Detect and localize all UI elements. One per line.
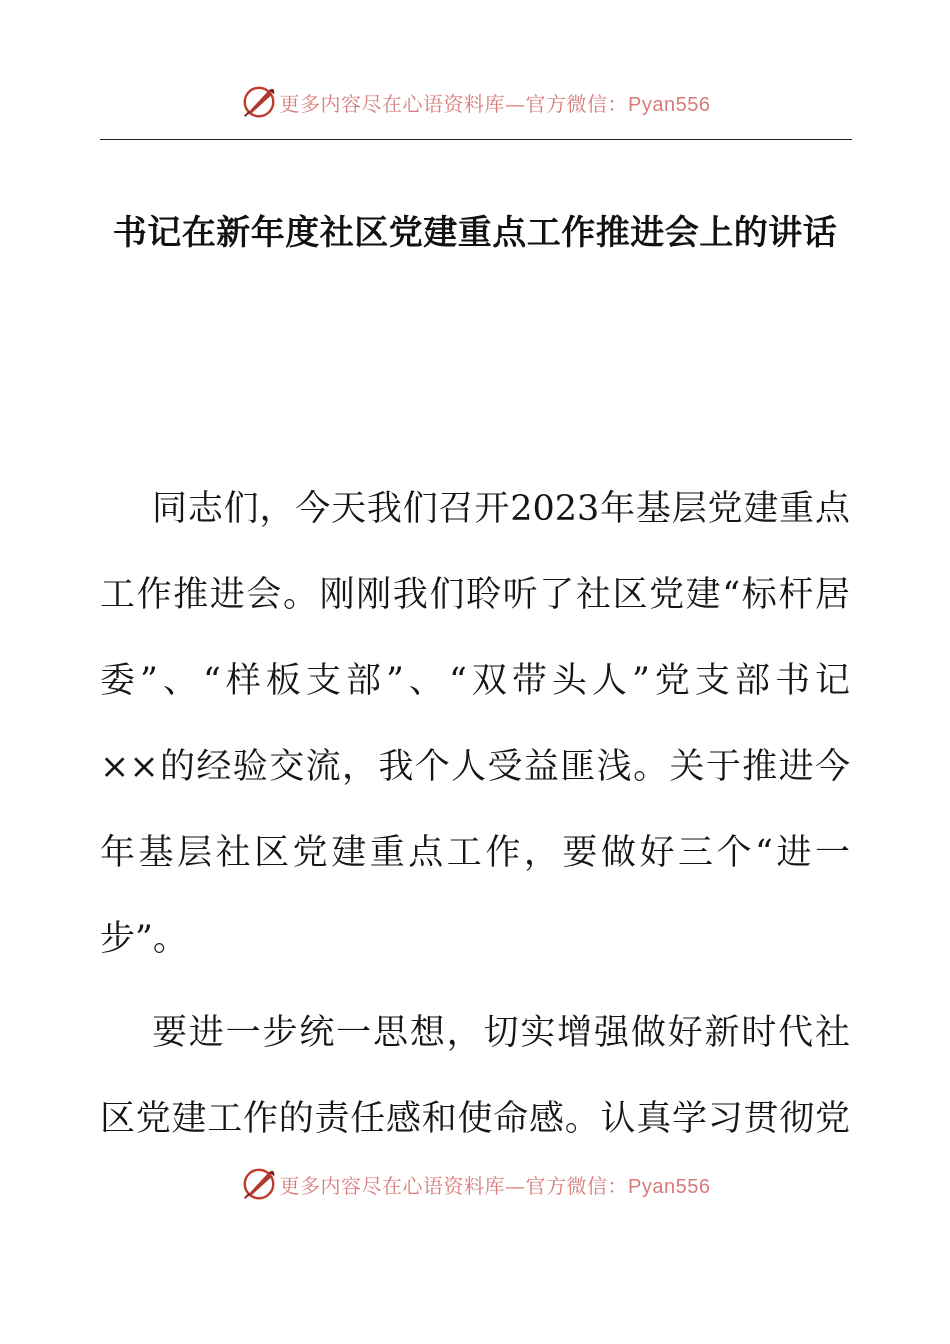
watermark-handle: Pyan556 [628,93,711,116]
document-title: 书记在新年度社区党建重点工作推进会上的讲话 [112,213,838,253]
paragraph-line: 工作推进会。刚刚我们聆听了社区党建“标杆居 [100,575,850,615]
paragraph-line: 区党建工作的责任感和使命感。认真学习贯彻党 [100,1099,850,1139]
paragraph-line: 步”。 [100,919,188,959]
paragraph-line: 要进一步统一思想，切实增强做好新时代社 [152,1013,850,1053]
watermark-text: 更多内容尽在心语资料库—官方微信：Pyan556 [279,1173,711,1198]
paragraph-line: 委”、“样板支部”、“双带头人”党支部书记 [100,661,850,701]
watermark-handle: Pyan556 [628,1175,711,1198]
paragraph-line: ××的经验交流，我个人受益匪浅。关于推进今 [100,747,850,787]
header-divider [100,139,852,140]
header-watermark [0,80,950,124]
paragraph-line: 同志们，今天我们召开2023年基层党建重点 [152,489,850,529]
quill-logo-icon [240,83,278,121]
paragraph-line: 年基层社区党建重点工作，要做好三个“进一 [100,833,850,873]
footer-watermark [0,1162,950,1206]
watermark-text: 更多内容尽在心语资料库—官方微信：Pyan556 [279,91,711,116]
quill-logo-icon [240,1165,278,1203]
